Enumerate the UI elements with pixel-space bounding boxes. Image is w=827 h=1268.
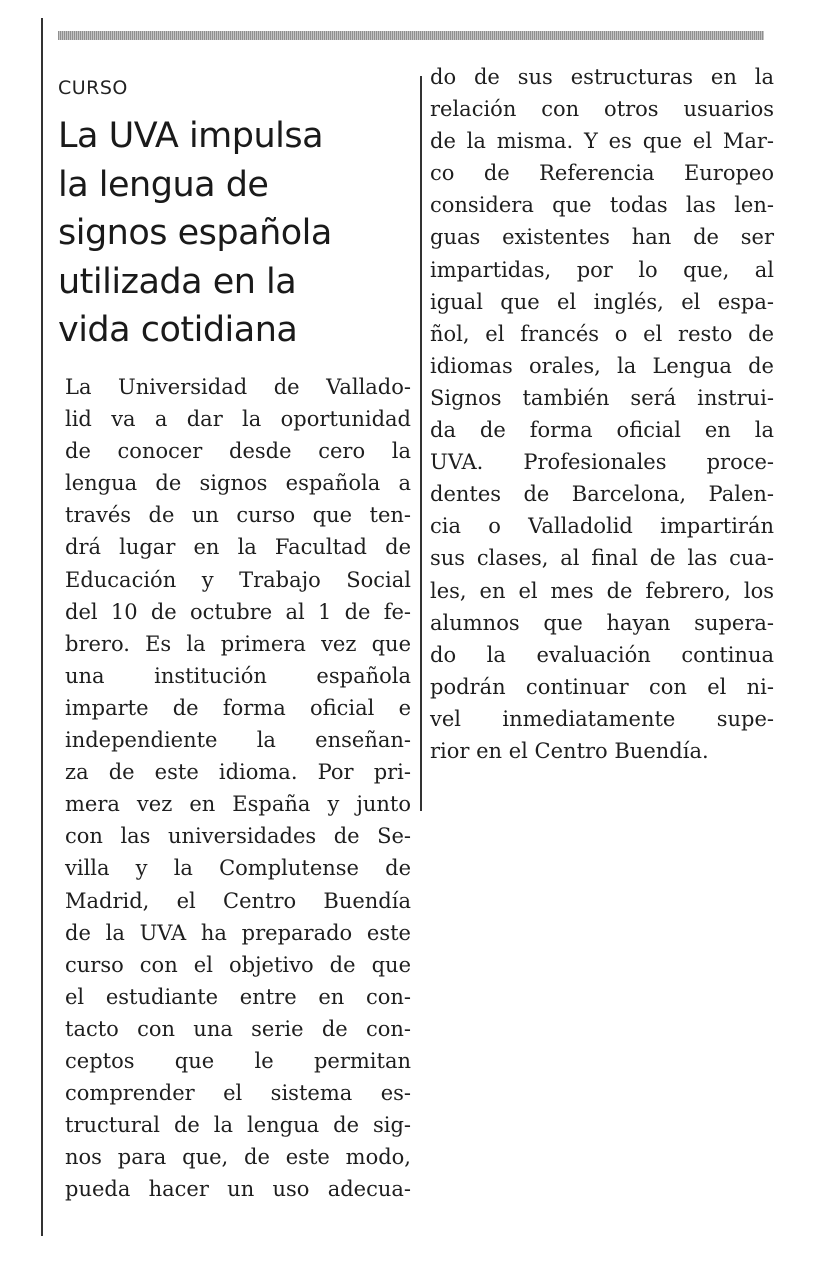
body-line: través de un curso que ten- bbox=[65, 503, 411, 528]
column-divider bbox=[420, 76, 422, 811]
body-line: do de sus estructuras en la bbox=[430, 65, 774, 89]
body-line: ñol, el francés o el resto de bbox=[430, 321, 774, 346]
body-line: vel inmediatamente supe- bbox=[430, 706, 774, 731]
headline-line: la lengua de bbox=[58, 164, 269, 205]
body-line: de la misma. Y es que el Mar- bbox=[430, 129, 774, 154]
body-line: mera vez en España y junto bbox=[65, 792, 411, 817]
body-column-right bbox=[430, 61, 774, 767]
body-line: dentes de Barcelona, Palen- bbox=[430, 482, 774, 507]
left-border-rule bbox=[41, 18, 43, 1236]
body-line: rior en el Centro Buendía. bbox=[430, 738, 709, 763]
body-line: podrán continuar con el ni- bbox=[430, 674, 774, 699]
body-line: sus clases, al final de las cua- bbox=[430, 546, 774, 571]
body-line: tructural de la lengua de sig- bbox=[65, 1113, 411, 1138]
body-line: impartidas, por lo que, al bbox=[430, 257, 774, 282]
headline bbox=[58, 112, 332, 355]
headline-line: utilizada en la bbox=[58, 261, 297, 302]
body-line: villa y la Complutense de bbox=[65, 856, 411, 881]
body-line: del 10 de octubre al 1 de fe- bbox=[65, 599, 411, 624]
body-line: lid va a dar la oportunidad bbox=[65, 407, 411, 432]
body-line: ceptos que le permitan bbox=[65, 1048, 411, 1073]
body-line: da de forma oficial en la bbox=[430, 418, 774, 443]
headline-line: signos española bbox=[58, 213, 332, 253]
body-line: cia o Valladolid impartirán bbox=[430, 514, 774, 539]
body-line: considera que todas las len- bbox=[430, 193, 774, 218]
body-line: UVA. Profesionales proce- bbox=[430, 450, 774, 475]
body-line: do la evaluación continua bbox=[430, 642, 774, 667]
body-line: za de este idioma. Por pri- bbox=[65, 760, 411, 785]
body-line: de conocer desde cero la bbox=[65, 439, 411, 464]
body-line: co de Referencia Europeo bbox=[430, 161, 774, 186]
body-line: de la UVA ha preparado este bbox=[65, 920, 411, 945]
body-line: el estudiante entre en con- bbox=[65, 984, 411, 1009]
body-line: curso con el objetivo de que bbox=[65, 952, 411, 977]
body-line: La Universidad de Vallado- bbox=[65, 375, 411, 399]
body-line: independiente la enseñan- bbox=[65, 728, 411, 753]
section-kicker: CURSO bbox=[58, 77, 128, 99]
body-line: igual que el inglés, el espa- bbox=[430, 289, 774, 314]
body-line: Madrid, el Centro Buendía bbox=[65, 888, 411, 913]
body-line: pueda hacer un uso adecua- bbox=[65, 1177, 411, 1202]
body-line: Signos también será instrui- bbox=[430, 385, 774, 410]
headline-line: La UVA impulsa bbox=[58, 116, 324, 156]
body-line: drá lugar en la Facultad de bbox=[65, 535, 411, 560]
body-line: tacto con una serie de con- bbox=[65, 1016, 411, 1041]
body-line: Educación y Trabajo Social bbox=[65, 567, 411, 592]
top-rule bbox=[58, 31, 764, 40]
body-column-left bbox=[65, 371, 411, 1205]
body-line: relación con otros usuarios bbox=[430, 97, 774, 122]
body-line: guas existentes han de ser bbox=[430, 225, 774, 250]
body-line: comprender el sistema es- bbox=[65, 1081, 411, 1106]
body-line: idiomas orales, la Lengua de bbox=[430, 353, 774, 378]
body-line: les, en el mes de febrero, los bbox=[430, 578, 774, 603]
body-line: con las universidades de Se- bbox=[65, 824, 411, 849]
body-line: nos para que, de este modo, bbox=[65, 1145, 411, 1170]
body-line: una institución española bbox=[65, 663, 411, 688]
body-line: lengua de signos española a bbox=[65, 471, 411, 496]
body-line: brero. Es la primera vez que bbox=[65, 631, 411, 656]
headline-line: vida cotidiana bbox=[58, 310, 298, 350]
body-line: alumnos que hayan supera- bbox=[430, 610, 774, 635]
body-line: imparte de forma oficial e bbox=[65, 695, 411, 720]
